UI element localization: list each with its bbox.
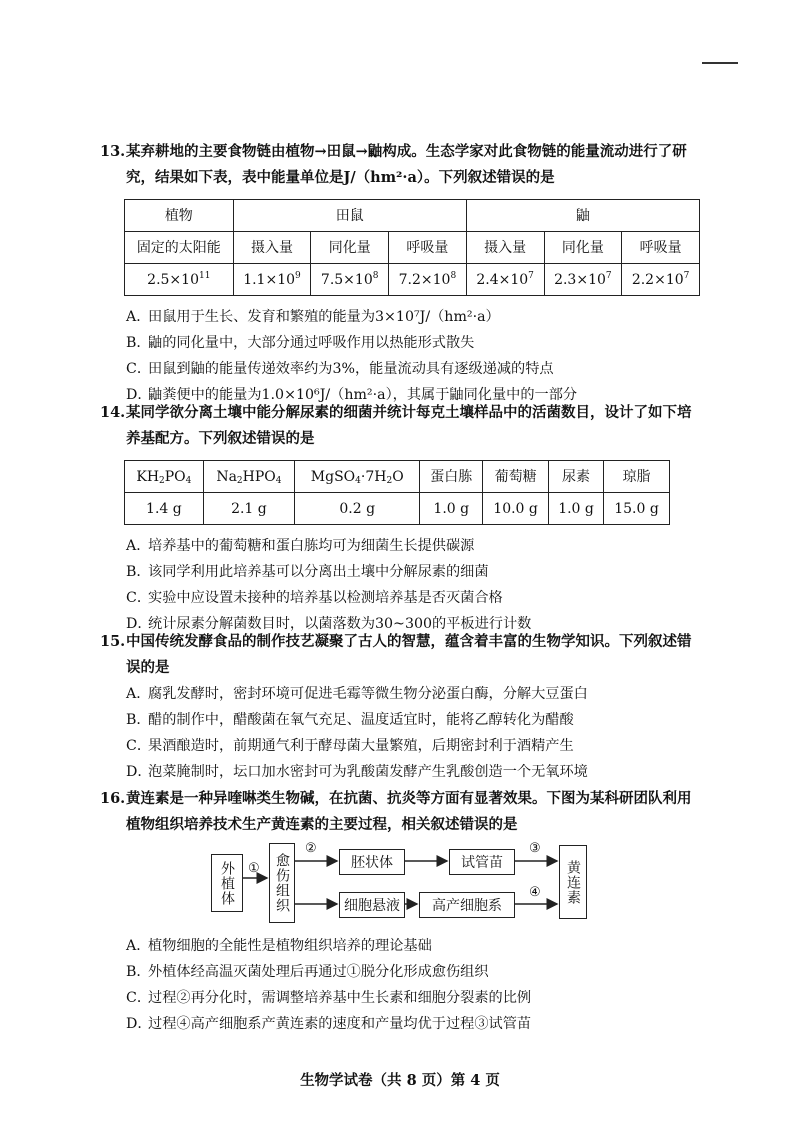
medium-header: 葡萄糖 bbox=[483, 461, 549, 493]
option-a: A．培养基中的葡萄糖和蛋白胨均可为细菌生长提供碳源 bbox=[126, 538, 475, 554]
option-b: B．外植体经高温灭菌处理后再通过①脱分化形成愈伤组织 bbox=[126, 964, 489, 980]
medium-header: $KH_2PO_4$ bbox=[125, 461, 204, 493]
callus-box: 愈伤组织 bbox=[269, 843, 295, 923]
value-cell: $7.5\times 10^8$ bbox=[311, 264, 389, 296]
subheader: 呼吸量 bbox=[622, 232, 700, 264]
explant-box: 外植体 bbox=[211, 854, 243, 912]
option-a: A．田鼠用于生长、发育和繁殖的能量为3×10⁷J/（hm²·a） bbox=[126, 309, 500, 325]
option-d: D．过程④高产细胞系产黄连素的速度和产量均优于过程③试管苗 bbox=[126, 1016, 532, 1032]
subheader: 固定的太阳能 bbox=[125, 232, 234, 264]
diagram-arrows bbox=[207, 841, 607, 925]
question-14-stem: 14.某同学欲分离土壤中能分解尿素的细菌并统计每克土壤样品中的活菌数目，设计了如下培养基配方。下列叙述错误的是 bbox=[100, 404, 692, 447]
medium-value: 2.1 g bbox=[203, 493, 294, 525]
step-2-label: ② bbox=[305, 841, 317, 856]
question-14 bbox=[100, 400, 700, 637]
option-d: D．鼬粪便中的能量为1.0×10⁶J/（hm²·a），其属于鼬同化量中的一部分 bbox=[126, 387, 578, 403]
value-cell: $2.5\times 10^{11}$ bbox=[125, 264, 234, 296]
medium-value: 0.2 g bbox=[295, 493, 420, 525]
question-16 bbox=[100, 786, 700, 838]
question-15-stem: 15.中国传统发酵食品的制作技艺凝聚了古人的智慧，蕴含着丰富的生物学知识。下列叙述错误的是 bbox=[100, 633, 692, 676]
plantlet-box: 试管苗 bbox=[449, 849, 515, 875]
value-cell: $2.3\times 10^7$ bbox=[544, 264, 622, 296]
option-c: C．果酒酿造时，前期通气利于酵母菌大量繁殖，后期密封利于酒精产生 bbox=[126, 738, 574, 754]
group-plant: 植物 bbox=[125, 200, 234, 232]
group-weasel: 鼬 bbox=[466, 200, 699, 232]
step-4-label: ④ bbox=[529, 885, 541, 900]
question-15 bbox=[100, 629, 700, 785]
energy-table bbox=[124, 199, 700, 296]
subheader: 同化量 bbox=[311, 232, 389, 264]
berberine-box: 黄连素 bbox=[559, 845, 587, 919]
option-c: C．田鼠到鼬的能量传递效率约为3%，能量流动具有逐级递减的特点 bbox=[126, 361, 554, 377]
tissue-culture-diagram bbox=[207, 841, 607, 925]
header-mark bbox=[702, 62, 738, 64]
option-a: A．腐乳发酵时，密封环境可促进毛霉等微生物分泌蛋白酶，分解大豆蛋白 bbox=[126, 686, 588, 702]
medium-table bbox=[124, 460, 670, 525]
question-16-options bbox=[100, 933, 700, 1037]
option-c: C．过程②再分化时，需调整培养基中生长素和细胞分裂素的比例 bbox=[126, 990, 532, 1006]
question-13-stem: 13.某弃耕地的主要食物链由植物→田鼠→鼬构成。生态学家对此食物链的能量流动进行了研究，结果如下表，表中能量单位是J/（hm²·a）。下列叙述错误的是 bbox=[100, 143, 687, 186]
embryoid-box: 胚状体 bbox=[339, 849, 405, 875]
medium-header: $Na_2HPO_4$ bbox=[203, 461, 294, 493]
option-d: D．泡菜腌制时，坛口加水密封可为乳酸菌发酵产生乳酸创造一个无氧环境 bbox=[126, 764, 588, 780]
medium-value: 10.0 g bbox=[483, 493, 549, 525]
option-a: A．植物细胞的全能性是植物组织培养的理论基础 bbox=[126, 938, 432, 954]
value-cell: $1.1\times 10^9$ bbox=[233, 264, 311, 296]
high-yield-line-box: 高产细胞系 bbox=[419, 892, 515, 918]
medium-header: 蛋白胨 bbox=[420, 461, 483, 493]
suspension-box: 细胞悬液 bbox=[339, 892, 405, 918]
step-1-label: ① bbox=[248, 861, 260, 876]
page-footer: 生物学试卷（共 8 页）第 4 页 bbox=[300, 1072, 500, 1089]
medium-value: 1.4 g bbox=[125, 493, 204, 525]
medium-value: 15.0 g bbox=[604, 493, 670, 525]
option-b: B．鼬的同化量中，大部分通过呼吸作用以热能形式散失 bbox=[126, 335, 475, 351]
medium-header: 琼脂 bbox=[604, 461, 670, 493]
question-13 bbox=[100, 139, 700, 408]
step-3-label: ③ bbox=[529, 841, 541, 856]
subheader: 摄入量 bbox=[466, 232, 544, 264]
option-b: B．醋的制作中，醋酸菌在氧气充足、温度适宜时，能将乙醇转化为醋酸 bbox=[126, 712, 574, 728]
subheader: 摄入量 bbox=[233, 232, 311, 264]
medium-value: 1.0 g bbox=[549, 493, 604, 525]
option-d: D．统计尿素分解菌数目时，以菌落数为30~300的平板进行计数 bbox=[126, 616, 532, 632]
option-b: B．该同学利用此培养基可以分离出土壤中分解尿素的细菌 bbox=[126, 564, 489, 580]
subheader: 同化量 bbox=[544, 232, 622, 264]
option-c: C．实验中应设置未接种的培养基以检测培养基是否灭菌合格 bbox=[126, 590, 503, 606]
value-cell: $7.2\times 10^8$ bbox=[389, 264, 467, 296]
group-mouse: 田鼠 bbox=[233, 200, 466, 232]
medium-header: 尿素 bbox=[549, 461, 604, 493]
question-16-stem: 16.黄连素是一种异喹啉类生物碱，在抗菌、抗炎等方面有显著效果。下图为某科研团队利用植物组织培养技术生产黄连素的主要过程，相关叙述错误的是 bbox=[100, 790, 692, 833]
medium-value: 1.0 g bbox=[420, 493, 483, 525]
medium-header: $MgSO_4\cdot 7H_2O$ bbox=[295, 461, 420, 493]
value-cell: $2.4\times 10^7$ bbox=[466, 264, 544, 296]
value-cell: $2.2\times 10^7$ bbox=[622, 264, 700, 296]
subheader: 呼吸量 bbox=[389, 232, 467, 264]
